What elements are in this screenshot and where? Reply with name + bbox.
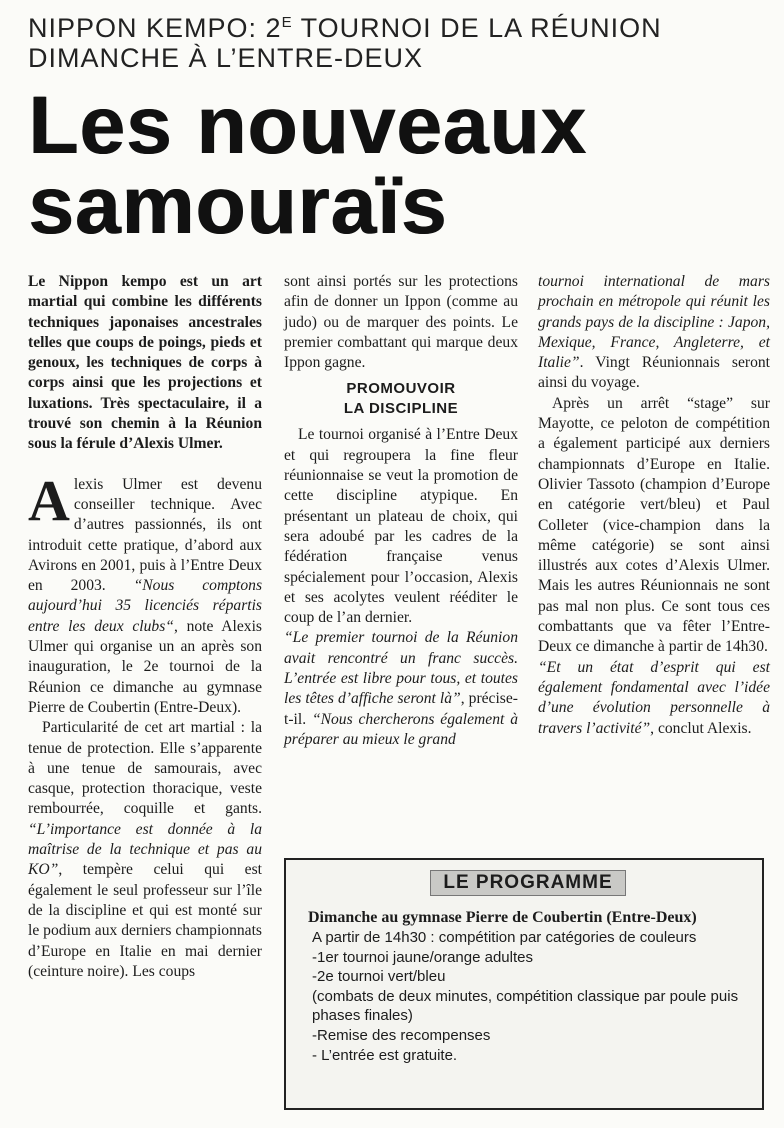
paragraph: Particularité de cet art martial : la tenue de protection. Elle s’apparente à une tenue de samourais, avec casque, protection thoracique, veste rembourrée, coquille et gants. “L’importance est donnée à la maîtrise de la technique et pas au KO”, tempère celui qui est également le seul professeur sur l’île de la discipline et qui est monté sur le podium aux derniers championnats d’Europe en Italie en mai dernier (ceinture noire). Les coups xyxy=(28,719,262,980)
programme-lead: Dimanche au gymnase Pierre de Coubertin (Entre-Deux) xyxy=(308,909,697,926)
quote: “L’importance est donnée à la maîtrise de la technique et pas au KO” xyxy=(28,820,262,879)
programme-item: - L’entrée est gratuite. xyxy=(312,1046,458,1064)
kicker xyxy=(28,8,768,73)
paragraph: Après un arrêt “stage” sur Mayotte, ce peloton de compétition a également participé aux derniers championnats d’Europe en Italie. Olivier Tassoto (champion d’Europe en catégorie vert/bleu) et Paul Colleter (vice-champion dans la même catégorie) se sont ainsi illustrés aux cotes d’Alexis Ulmer. Mais les autres Réunionnais ne sont pas mal non plus. Ce sont tous ces combattants que va fêter l’Entre-Deux ce dimanche à partir de 14h30. xyxy=(538,394,770,656)
paragraph: “Et un état d’esprit qui est également fondamental avec l’idée d’une évolution personnelle à travers l’activité”, conclut Alexis. xyxy=(538,658,770,737)
quote: “Nous comptons aujourd’hui 35 licenciés répartis entre les deux clubs“ xyxy=(28,577,263,635)
headline-line-2: samouraïs xyxy=(28,160,448,251)
quote: “Et un état d’esprit qui est également fondamental avec l’idée d’une évolution personnelle à travers l’activité” xyxy=(538,658,770,737)
paragraph: tournoi international de mars prochain en métropole qui réunit les grands pays de la discipline : Japon, Mexique, France, Angleterre, et Italie”. Vingt Réunionnais seront ainsi du voyage. xyxy=(538,273,770,392)
kicker-superscript: E xyxy=(281,14,293,31)
headline-line-1: Les nouveaux xyxy=(28,80,587,171)
programme-box xyxy=(284,858,764,1110)
column-3 xyxy=(538,272,770,739)
kicker-line-2: DIMANCHE À L’ENTRE-DEUX xyxy=(28,43,424,73)
quote: “Nous chercherons également à préparer au mieux le grand xyxy=(284,710,518,748)
chapo: Le Nippon kempo est un art martial qui combine les différents techniques japonaises ancestrales telles que coups de poings, pieds et genoux, les techniques de corps à corps ainsi que les projections et luxations. Très spectaculaire, il a trouvé son chemin à la Réunion sous la férule d’Alexis Ulmer. xyxy=(28,273,262,453)
programme-item: (combats de deux minutes, compétition classique par poule puis phases finales) xyxy=(312,987,739,1025)
subheading: PROMOUVOIR LA DISCIPLINE xyxy=(343,380,459,418)
programme-item: -Remise des recompenses xyxy=(312,1026,491,1044)
programme-item: -1er tournoi jaune/orange adultes xyxy=(312,948,533,966)
programme-item: -2e tournoi vert/bleu xyxy=(312,968,446,986)
kicker-line-1: NIPPON KEMPO: $2^E$ TOURNOI DE LA RÉUNION xyxy=(28,13,662,43)
column-2 xyxy=(284,272,518,750)
paragraph: “Le premier tournoi de la Réunion avait rencontré un franc succès. L’entrée est libre pour tous, et toutes les têtes d’affiche seront là”, précise-t-il. “Nous chercherons également à préparer au mieux le grand xyxy=(284,629,518,748)
quote: tournoi international de mars prochain en métropole qui réunit les grands pays de la discipline : Japon, Mexique, France, Angleterre, et Italie” xyxy=(538,273,770,372)
paragraph: sont ainsi portés sur les protections afin de donner un Ippon (comme au judo) ou de marquer des points. Le premier combattant qui marque deux Ippon gagne. xyxy=(284,273,518,372)
paragraph: Le tournoi organisé à l’Entre Deux et qui regroupera la fine fleur réunionnaise se veut la promotion de cette discipline atypique. En présentant un plateau de choix, qui sera adoubé par les cadres de la fédération française venus spécialement pour l’occasion, Alexis et ses acolytes veulent rééditer le coup de l’an dernier. xyxy=(284,426,518,627)
paragraph: Alexis Ulmer est devenu conseiller technique. Avec d’autres passionnés, ils ont introduit cette pratique, d’abord aux Avirons en 2001, puis à l’Entre Deux en 2003. “Nous comptons aujourd’hui 35 licenciés répartis entre les deux clubs“, note Alexis Ulmer qui organise un an après son inauguration, le 2e tournoi de la Réunion ce dimanche au gymnase Pierre de Coubertin (Entre-Deux). xyxy=(28,467,263,716)
programme-item: A partir de 14h30 : compétition par catégories de couleurs xyxy=(312,929,697,946)
programme-title: LE PROGRAMME xyxy=(430,870,625,896)
quote: “Le premier tournoi de la Réunion avait rencontré un franc succès. L’entrée est libre pour tous, et toutes les têtes d’affiche seront là” xyxy=(284,629,518,708)
headline xyxy=(28,80,768,251)
drop-cap: A xyxy=(28,467,70,533)
column-1 xyxy=(28,272,262,982)
